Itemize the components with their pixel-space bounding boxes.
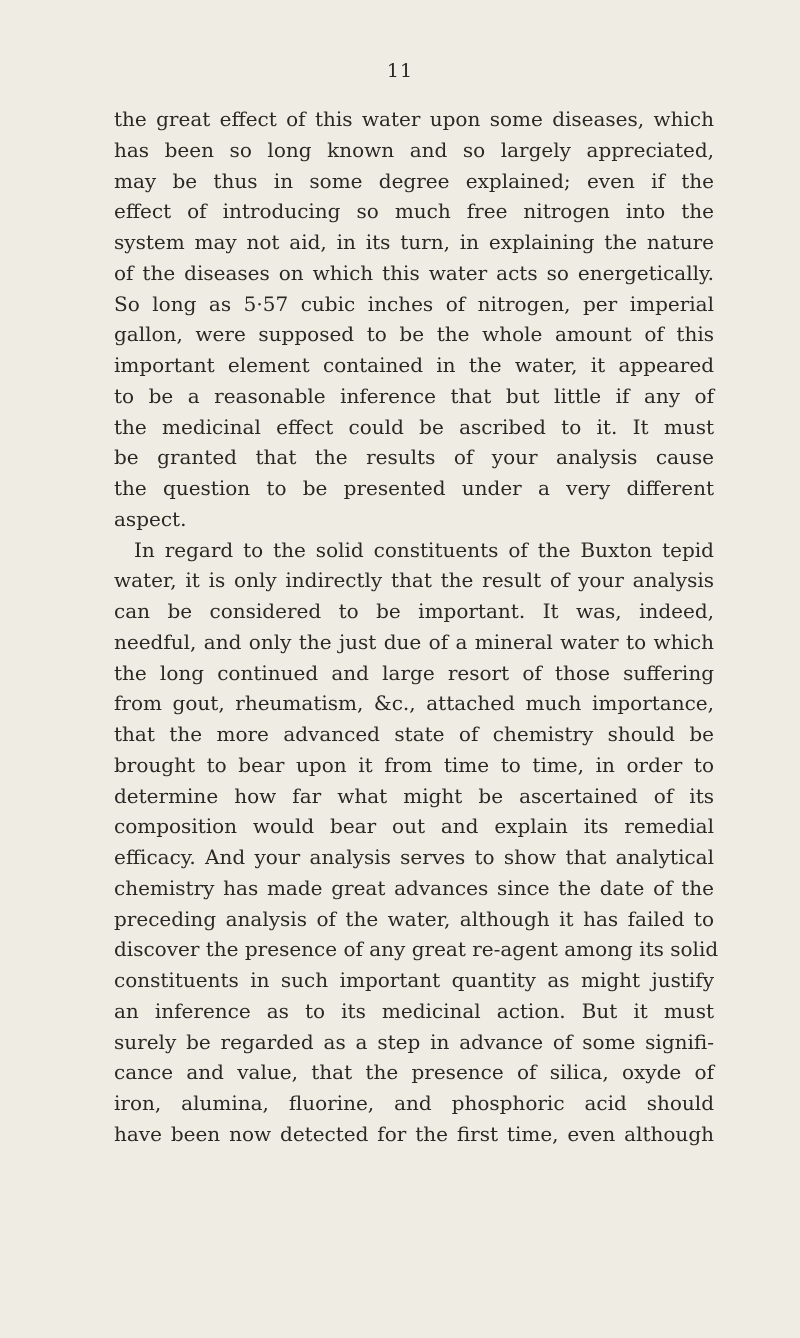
paragraph-1	[114, 104, 714, 535]
text-line: the great effect of this water upon some diseases, which	[114, 107, 714, 131]
text-line: to be a reasonable inference that but little if any of	[114, 383, 714, 408]
text-line: cance and value, that the presence of silica, oxyde of	[114, 1060, 714, 1085]
text-line: that the more advanced state of chemistry should be	[114, 722, 714, 746]
text-line: an inference as to its medicinal action. But it must	[114, 998, 714, 1023]
text-line: water, it is only indirectly that the result of your analysis	[114, 568, 714, 593]
text-line: the question to be presented under a very different	[114, 476, 714, 500]
text-line: of the diseases on which this water acts so energetically.	[114, 260, 714, 285]
text-line: chemistry has made great advances since the date of the	[114, 875, 714, 900]
text-line: be granted that the results of your analysis cause	[114, 445, 714, 470]
text-line: efficacy. And your analysis serves to show that analytical	[114, 845, 714, 869]
text-line: preceding analysis of the water, although it has failed to	[114, 906, 714, 931]
text-line: determine how far what might be ascertained of its	[114, 783, 714, 808]
body-text	[114, 104, 719, 1150]
text-line: discover the presence of any great re-agent among its solid	[114, 937, 719, 962]
text-line: surely be regarded as a step in advance of some signifi-	[114, 1029, 714, 1054]
text-line: the medicinal effect could be ascribed to it. It must	[114, 414, 714, 439]
text-line: composition would bear out and explain its remedial	[114, 814, 714, 839]
text-line: the long continued and large resort of those suffering	[114, 660, 714, 685]
text-line: may be thus in some degree explained; even if the	[114, 168, 714, 193]
text-line: system may not aid, in its turn, in explaining the nature	[114, 230, 714, 254]
text-line: have been now detected for the first time, even although	[114, 1121, 714, 1146]
text-line: needful, and only the just due of a mineral water to which	[114, 629, 714, 654]
text-line: So long as 5·57 cubic inches of nitrogen, per imperial	[114, 291, 714, 316]
text-line: can be considered to be important. It was, indeed,	[114, 599, 714, 623]
text-line: aspect.	[114, 506, 187, 531]
page-number: 11	[386, 60, 414, 82]
text-line: brought to bear upon it from time to time, in order to	[114, 752, 714, 777]
text-line: from gout, rheumatism, &c., attached much importance,	[114, 691, 714, 716]
text-line: has been so long known and so largely appreciated,	[114, 137, 714, 162]
text-line: iron, alumina, fluorine, and phosphoric acid should	[114, 1091, 714, 1115]
text-line: important element contained in the water, it appeared	[114, 353, 714, 377]
text-line: In regard to the solid constituents of the Buxton tepid	[134, 537, 714, 562]
paragraph-2	[114, 535, 719, 1150]
text-line: constituents in such important quantity as might justify	[114, 968, 714, 992]
text-line: gallon, were supposed to be the whole amount of this	[114, 322, 714, 347]
text-line: effect of introducing so much free nitrogen into the	[114, 199, 714, 224]
